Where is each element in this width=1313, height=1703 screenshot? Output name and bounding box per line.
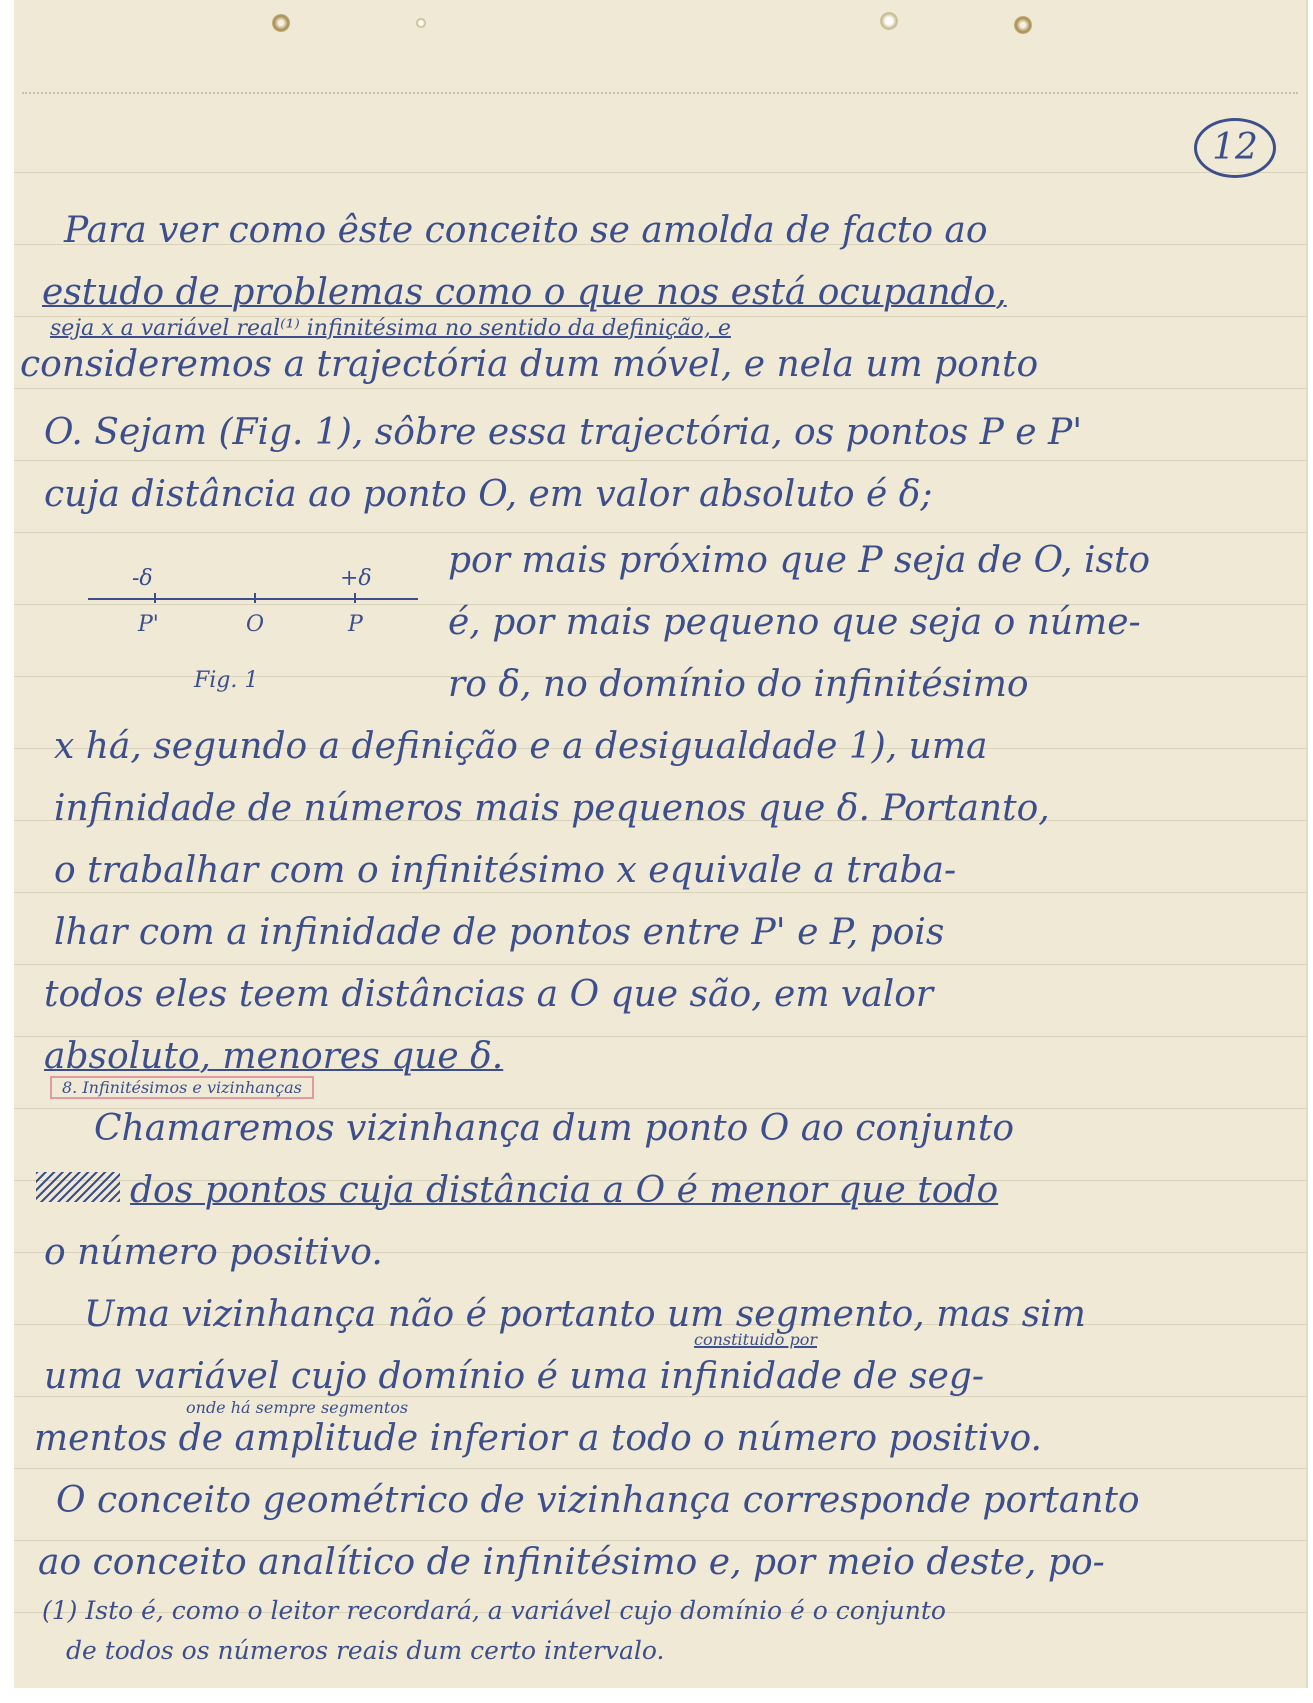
text-line: consideremos a trajectória dum móvel, e nela um ponto [20, 344, 1039, 385]
inserted-text: onde há sempre segmentos [186, 1398, 409, 1417]
text-line: Para ver como êste conceito se amolda de facto ao [64, 210, 988, 251]
figure-tick [254, 593, 256, 603]
text-line: O conceito geométrico de vizinhança corresponde portanto [56, 1480, 1140, 1521]
punch-hole [416, 18, 426, 28]
inserted-text: seja x a variável real⁽¹⁾ infinitésima no sentido da definição, e [50, 316, 731, 341]
struck-out-word [36, 1172, 124, 1202]
text-line: absoluto, menores que δ. [44, 1036, 504, 1077]
punch-hole [272, 14, 290, 32]
ruled-line [14, 388, 1306, 389]
ruled-line [14, 892, 1306, 893]
ruled-line [14, 964, 1306, 965]
text-line: estudo de problemas como o que nos está ocupando, [42, 272, 1007, 313]
text-line: todos eles teem distâncias a O que são, em valor [44, 974, 934, 1015]
text-line: por mais próximo que P seja de O, isto [448, 540, 1151, 581]
text-line: Chamaremos vizinhança dum ponto O ao conjunto [94, 1108, 1014, 1149]
text-line: x há, segundo a definição e a desigualdade 1), uma [54, 726, 988, 767]
text-line: ro δ, no domínio do infinitésimo [448, 664, 1029, 705]
text-line: Uma vizinhança não é portanto um segmento, mas sim [84, 1294, 1086, 1335]
figure-point-p-prime: P' [138, 612, 159, 637]
text-line: lhar com a infinidade de pontos entre P' e P, pois [54, 912, 945, 953]
text-line: O. Sejam (Fig. 1), sôbre essa trajectória, os pontos P e P' [44, 412, 1083, 453]
text-line: o número positivo. [44, 1232, 383, 1273]
figure-caption: Fig. 1 [194, 668, 259, 693]
perforation-line [22, 92, 1298, 94]
figure-axis-line [88, 598, 418, 600]
figure-point-p: P [348, 612, 363, 637]
figure-tick [354, 593, 356, 603]
scribble-mark [36, 1172, 120, 1202]
text-line: ao conceito analítico de infinitésimo e, por meio deste, po- [38, 1542, 1105, 1583]
text-line: dos pontos cuja distância a O é menor que todo [130, 1170, 999, 1211]
footnote-line: de todos os números reais dum certo intervalo. [66, 1636, 665, 1665]
notebook-page [14, 0, 1308, 1688]
page-number: 12 [1194, 118, 1276, 178]
text-line: o trabalhar com o infinitésimo x equivale a traba- [54, 850, 957, 891]
ruled-line [14, 172, 1306, 173]
footnote-line: (1) Isto é, como o leitor recordará, a variável cujo domínio é o conjunto [42, 1596, 946, 1625]
figure-point-o: O [246, 612, 265, 637]
punch-hole [880, 12, 898, 30]
text-line: uma variável cujo domínio é uma infinidade de seg- [44, 1356, 985, 1397]
figure-label-plus-delta: +δ [340, 566, 372, 591]
text-line: mentos de amplitude inferior a todo o número positivo. [34, 1418, 1042, 1459]
ruled-line [14, 1468, 1306, 1469]
text-line: cuja distância ao ponto O, em valor absoluto é δ; [44, 474, 933, 515]
ruled-line [14, 460, 1306, 461]
figure-tick [154, 593, 156, 603]
ruled-line [14, 532, 1306, 533]
text-line: é, por mais pequeno que seja o núme- [448, 602, 1141, 643]
ruled-line [14, 1540, 1306, 1541]
text-line: infinidade de números mais pequenos que δ. Portanto, [54, 788, 1050, 829]
section-heading: 8. Infinitésimos e vizinhanças [50, 1076, 314, 1099]
punch-hole [1014, 16, 1032, 34]
figure-label-minus-delta: -δ [132, 566, 153, 591]
inserted-text: constituido por [694, 1330, 817, 1349]
